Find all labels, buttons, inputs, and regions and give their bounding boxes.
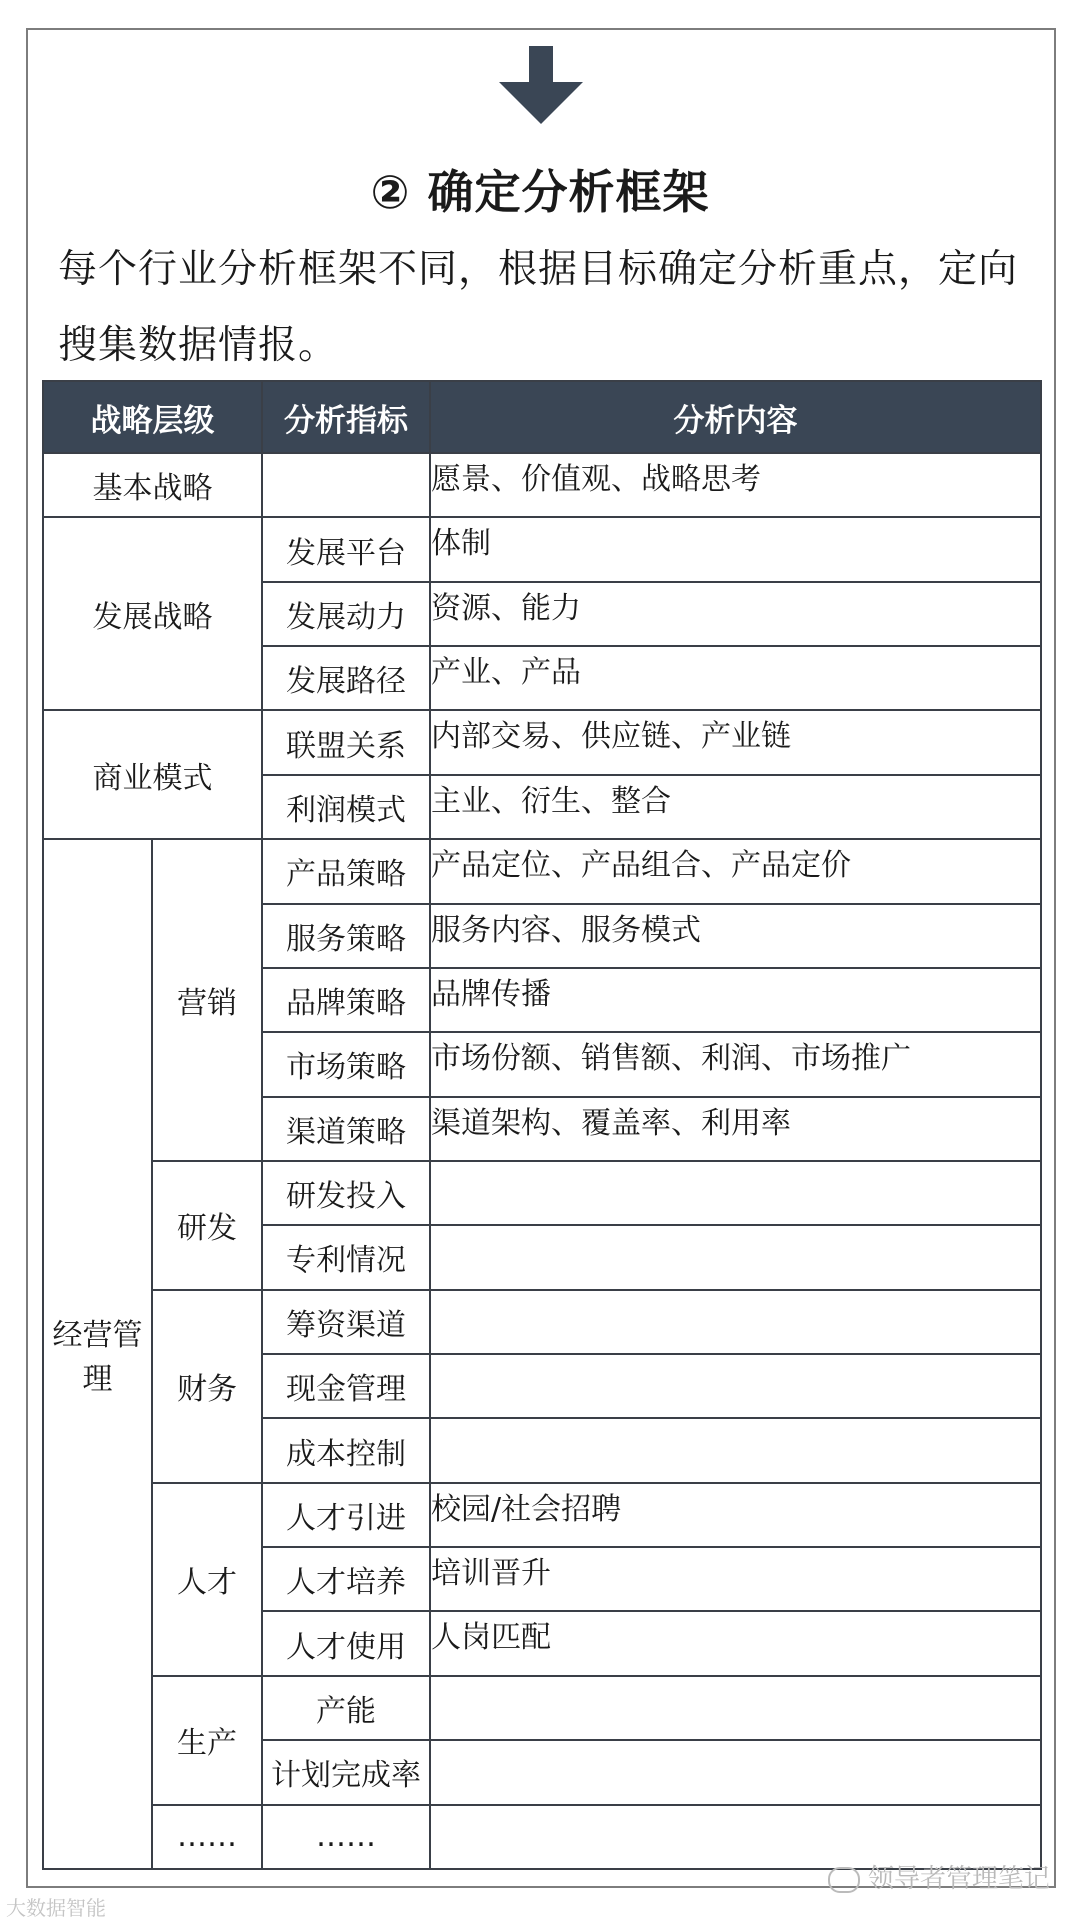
content-cell: 产业、产品 bbox=[430, 646, 1041, 710]
content-cell: 校园/社会招聘 bbox=[430, 1483, 1041, 1547]
header-content: 分析内容 bbox=[430, 381, 1041, 453]
indicator-cell: 渠道策略 bbox=[262, 1097, 430, 1161]
header-strategy-level: 战略层级 bbox=[43, 381, 262, 453]
indicator-cell: …… bbox=[262, 1805, 430, 1869]
sub-level-production: 生产 bbox=[152, 1676, 262, 1805]
indicator-cell: 专利情况 bbox=[262, 1225, 430, 1289]
table-header-row bbox=[43, 381, 1041, 453]
content-cell: 内部交易、供应链、产业链 bbox=[430, 710, 1041, 774]
content-cell: 渠道架构、覆盖率、利用率 bbox=[430, 1097, 1041, 1161]
content-cell bbox=[430, 1676, 1041, 1740]
indicator-cell: 产品策略 bbox=[262, 839, 430, 903]
sub-level-rnd: 研发 bbox=[152, 1161, 262, 1290]
table-row bbox=[43, 839, 1041, 903]
table-row bbox=[43, 453, 1041, 517]
indicator-cell: 服务策略 bbox=[262, 904, 430, 968]
indicator-cell: 成本控制 bbox=[262, 1418, 430, 1482]
watermark bbox=[828, 1858, 1050, 1895]
sub-level-marketing: 营销 bbox=[152, 839, 262, 1161]
indicator-cell bbox=[262, 453, 430, 517]
sub-level-more: …… bbox=[152, 1805, 262, 1869]
indicator-cell: 发展平台 bbox=[262, 517, 430, 581]
content-cell: 培训晋升 bbox=[430, 1547, 1041, 1611]
content-cell: 品牌传播 bbox=[430, 968, 1041, 1032]
content-cell: 人岗匹配 bbox=[430, 1611, 1041, 1675]
table-row bbox=[43, 1676, 1041, 1740]
indicator-cell: 联盟关系 bbox=[262, 710, 430, 774]
content-cell bbox=[430, 1740, 1041, 1804]
table-row bbox=[43, 1290, 1041, 1354]
indicator-cell: 利润模式 bbox=[262, 775, 430, 839]
level-business-model: 商业模式 bbox=[43, 710, 262, 839]
content-cell bbox=[430, 1161, 1041, 1225]
watermark-text: 领导者管理笔记 bbox=[867, 1864, 1050, 1894]
content-cell: 服务内容、服务模式 bbox=[430, 904, 1041, 968]
content-cell bbox=[430, 1225, 1041, 1289]
indicator-cell: 人才使用 bbox=[262, 1611, 430, 1675]
indicator-cell: 市场策略 bbox=[262, 1032, 430, 1096]
sub-level-talent: 人才 bbox=[152, 1483, 262, 1676]
table-row bbox=[43, 710, 1041, 774]
level-development: 发展战略 bbox=[43, 517, 262, 710]
indicator-cell: 计划完成率 bbox=[262, 1740, 430, 1804]
level-basic: 基本战略 bbox=[43, 453, 262, 517]
content-cell: 产品定位、产品组合、产品定价 bbox=[430, 839, 1041, 903]
header-indicator: 分析指标 bbox=[262, 381, 430, 453]
down-arrow-icon bbox=[497, 46, 585, 124]
table-row bbox=[43, 1483, 1041, 1547]
indicator-cell: 发展动力 bbox=[262, 582, 430, 646]
indicator-cell: 品牌策略 bbox=[262, 968, 430, 1032]
level-operation: 经营管理 bbox=[43, 839, 152, 1869]
content-cell: 主业、衍生、整合 bbox=[430, 775, 1041, 839]
indicator-cell: 人才引进 bbox=[262, 1483, 430, 1547]
sub-level-finance: 财务 bbox=[152, 1290, 262, 1483]
content-cell: 资源、能力 bbox=[430, 582, 1041, 646]
indicator-cell: 现金管理 bbox=[262, 1354, 430, 1418]
indicator-cell: 发展路径 bbox=[262, 646, 430, 710]
table-row bbox=[43, 1161, 1041, 1225]
indicator-cell: 人才培养 bbox=[262, 1547, 430, 1611]
analysis-framework-table bbox=[42, 380, 1042, 1870]
indicator-cell: 产能 bbox=[262, 1676, 430, 1740]
corner-logo: 大数据智能 bbox=[6, 1896, 106, 1920]
table-row bbox=[43, 517, 1041, 581]
indicator-cell: 筹资渠道 bbox=[262, 1290, 430, 1354]
content-cell: 市场份额、销售额、利润、市场推广 bbox=[430, 1032, 1041, 1096]
content-cell bbox=[430, 1354, 1041, 1418]
content-cell: 体制 bbox=[430, 517, 1041, 581]
indicator-cell: 研发投入 bbox=[262, 1161, 430, 1225]
intro-paragraph: 每个行业分析框架不同，根据目标确定分析重点，定向搜集数据情报。 bbox=[58, 247, 1019, 368]
content-cell bbox=[430, 1290, 1041, 1354]
wechat-icon bbox=[828, 1867, 860, 1893]
content-cell: 愿景、价值观、战略思考 bbox=[430, 453, 1041, 517]
content-cell bbox=[430, 1418, 1041, 1482]
section-title: ② 确定分析框架 bbox=[370, 165, 710, 219]
